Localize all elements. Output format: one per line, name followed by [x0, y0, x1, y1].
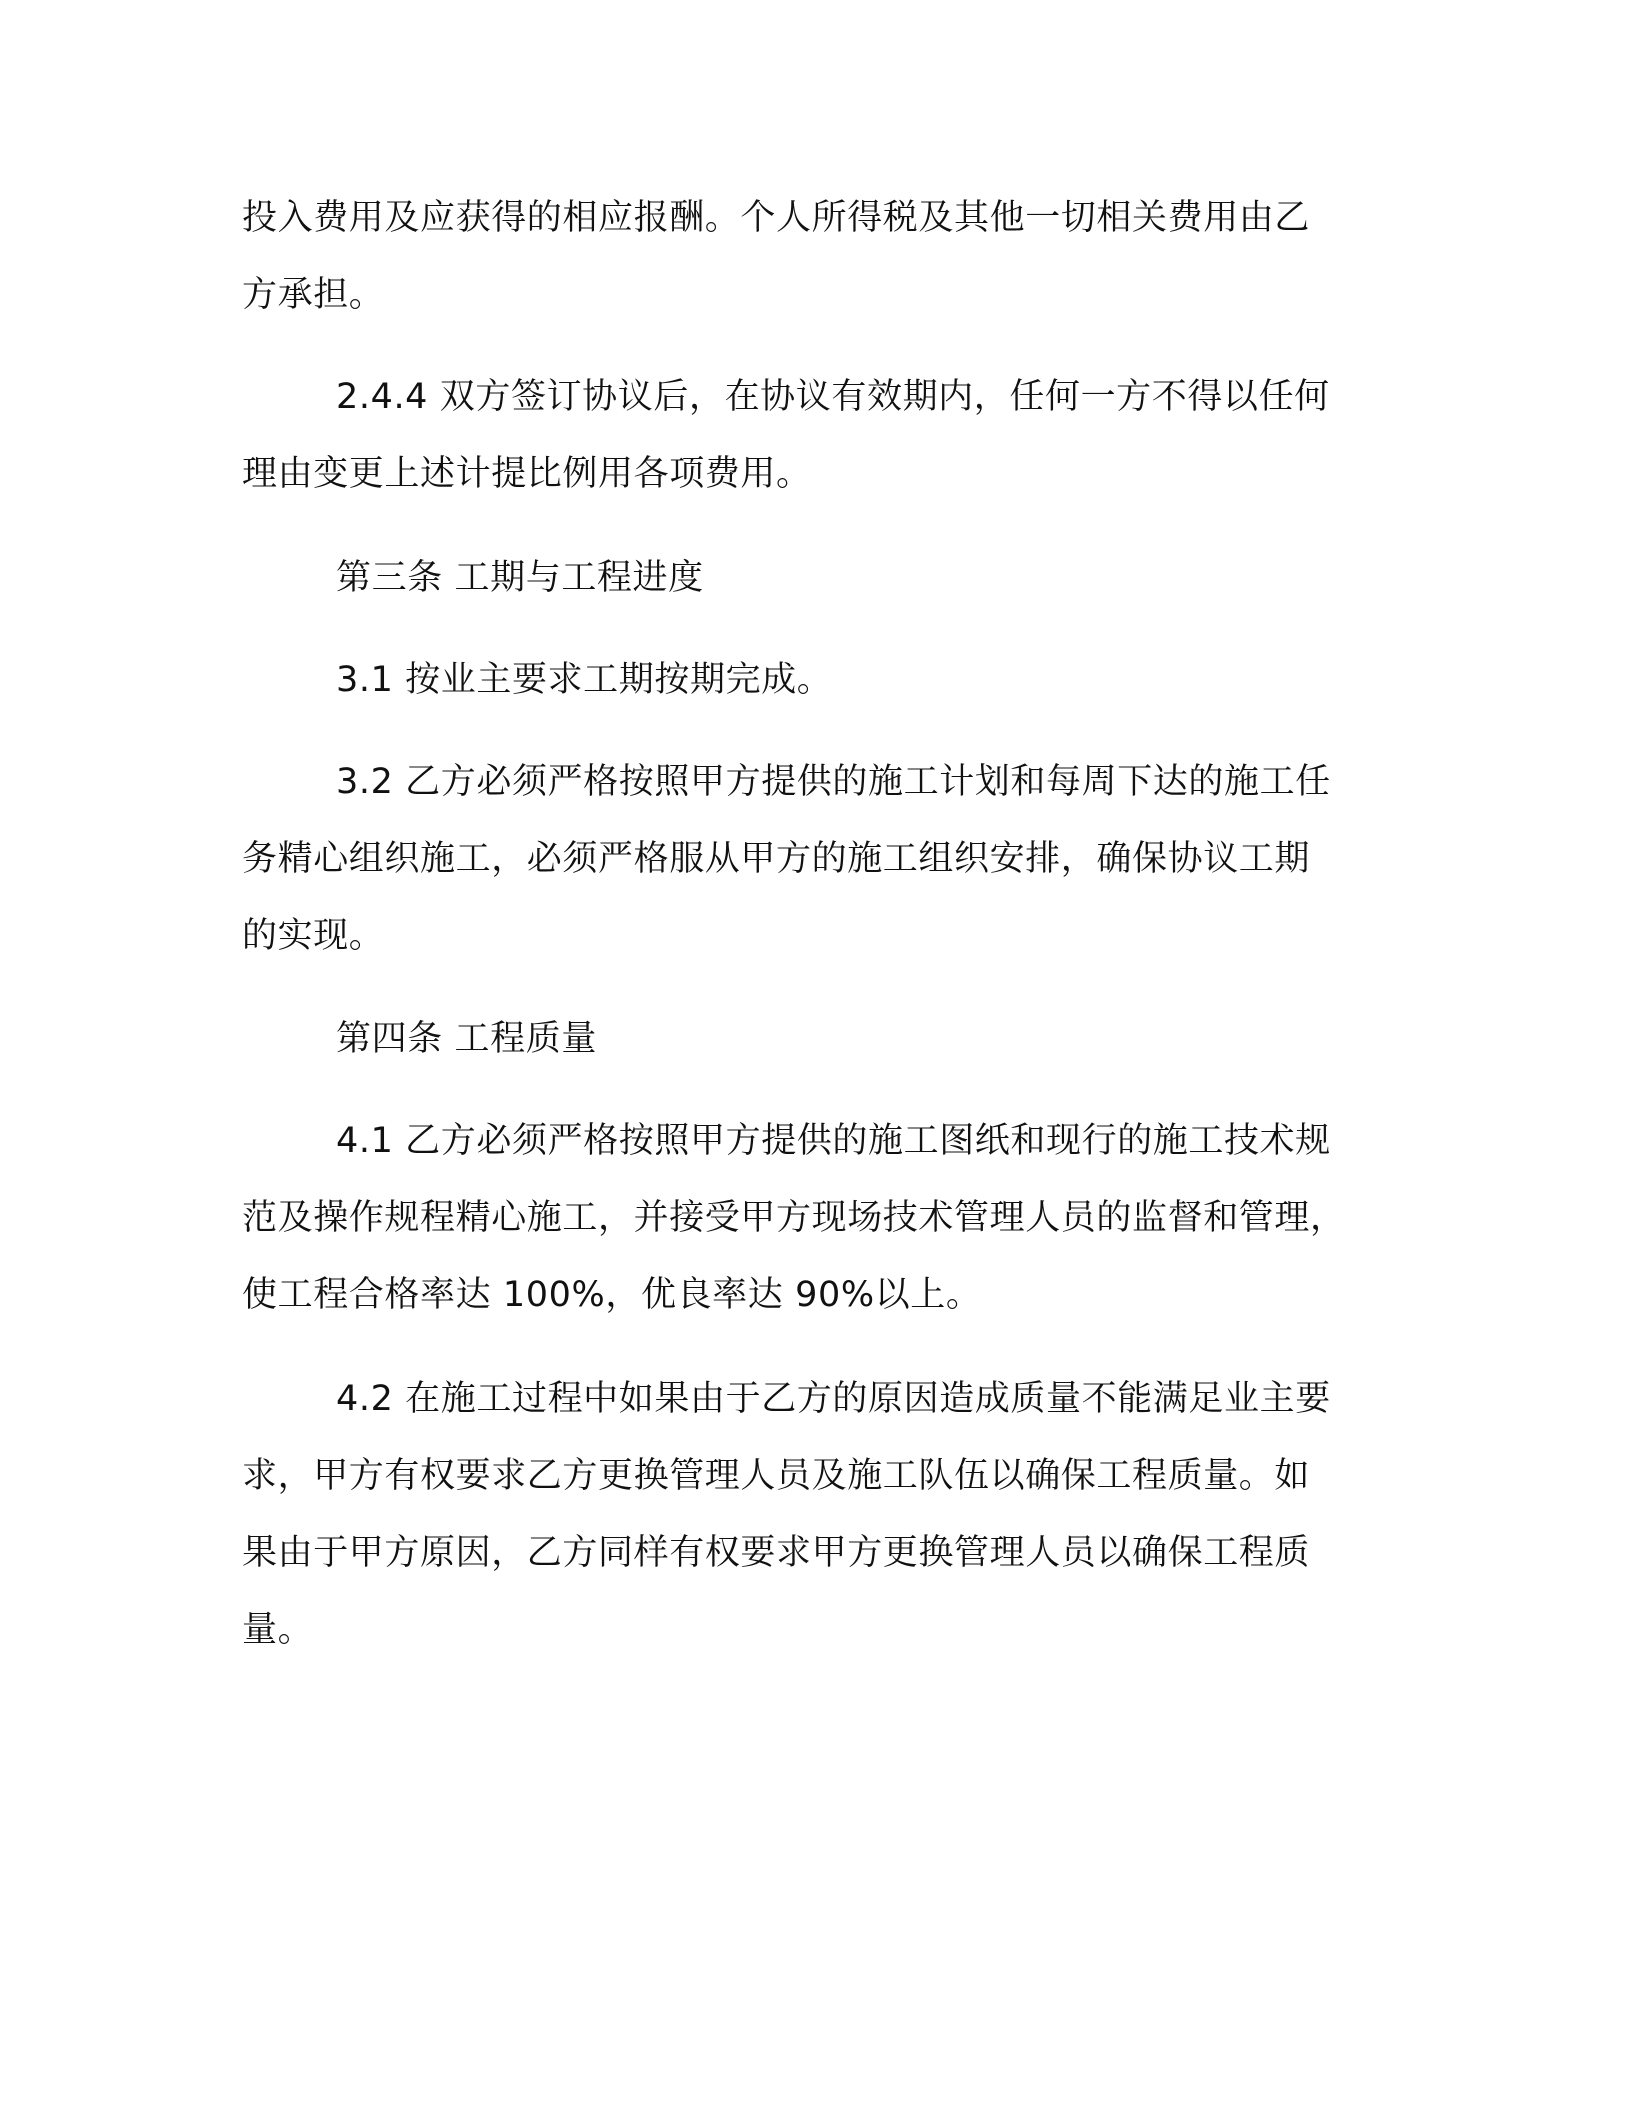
text-line: 果由于甲方原因，乙方同样有权要求甲方更换管理人员以确保工程质 — [242, 1533, 1311, 1573]
text-line: 的实现。 — [242, 916, 385, 956]
text-line: 量。 — [242, 1610, 314, 1650]
text-line: 3.2 乙方必须严格按照甲方提供的施工计划和每周下达的施工任 — [336, 762, 1331, 802]
text-line: 4.1 乙方必须严格按照甲方提供的施工图纸和现行的施工技术规 — [336, 1121, 1331, 1161]
text-line: 3.1 按业主要求工期按期完成。 — [336, 660, 833, 700]
text-line: 投入费用及应获得的相应报酬。个人所得税及其他一切相关费用由乙 — [242, 198, 1311, 238]
text-line: 求，甲方有权要求乙方更换管理人员及施工队伍以确保工程质量。如 — [242, 1456, 1311, 1496]
section-heading: 第三条 工期与工程进度 — [336, 558, 704, 598]
text-line: 4.2 在施工过程中如果由于乙方的原因造成质量不能满足业主要 — [336, 1379, 1331, 1419]
text-line: 理由变更上述计提比例用各项费用。 — [242, 454, 812, 494]
text-line: 使工程合格率达 100%，优良率达 90%以上。 — [242, 1275, 982, 1315]
text-line: 2.4.4 双方签订协议后，在协议有效期内，任何一方不得以任何 — [336, 377, 1330, 417]
text-line: 方承担。 — [242, 275, 385, 315]
section-heading: 第四条 工程质量 — [336, 1019, 597, 1059]
text-line: 范及操作规程精心施工，并接受甲方现场技术管理人员的监督和管理， — [242, 1198, 1346, 1238]
text-line: 务精心组织施工，必须严格服从甲方的施工组织安排，确保协议工期 — [242, 839, 1311, 879]
